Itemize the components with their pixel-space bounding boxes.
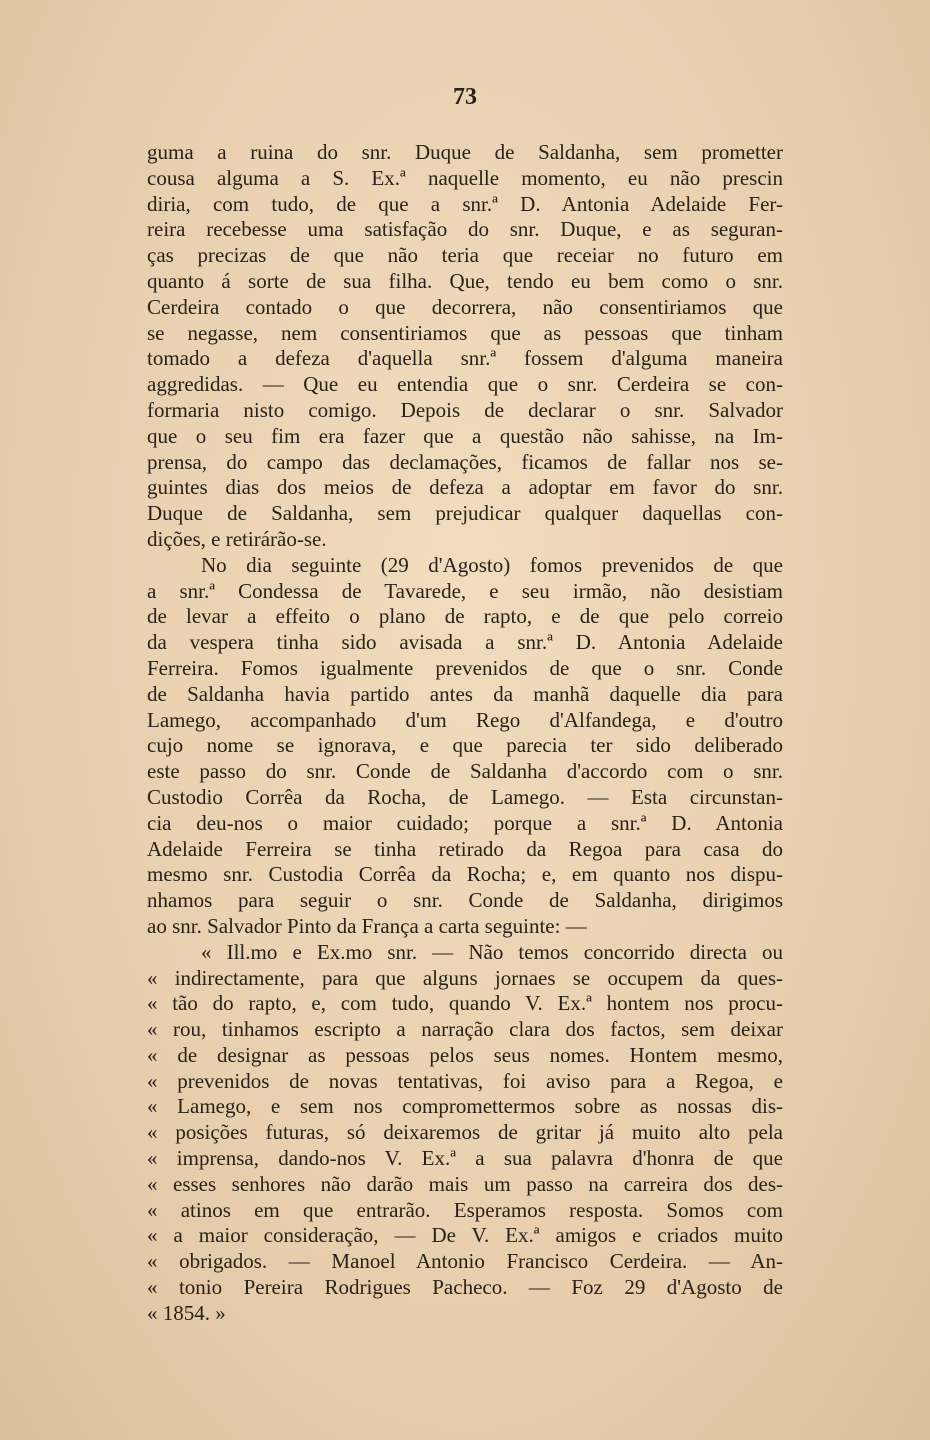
text-line: « de designar as pessoas pelos seus nomes. Hontem mesmo, (147, 1042, 783, 1067)
text-line: « posições futuras, só deixaremos de gritar já muito alto pela (147, 1120, 783, 1145)
text-line: cujo nome se ignorava, e que parecia ter sido deliberado (147, 733, 783, 758)
text-line: Lamego, accompanhado d'um Rego d'Alfandega, e d'outro (147, 707, 783, 732)
text-line: que o seu fim era fazer que a questão não sahisse, na Im- (147, 423, 783, 448)
text-line: Adelaide Ferreira se tinha retirado da Regoa para casa do (147, 836, 783, 861)
paragraph-letter-quote (147, 940, 783, 1327)
text-line: Duque de Saldanha, sem prejudicar qualquer daquellas con- (147, 501, 783, 526)
page-number: 73 (453, 84, 477, 110)
text-line: nhamos para seguir o snr. Conde de Saldanha, dirigimos (147, 888, 783, 913)
paragraph-continuation (147, 140, 783, 553)
text-line: aggredidas. — Que eu entendia que o snr. Cerdeira se con- (147, 372, 783, 397)
text-line: Ferreira. Fomos igualmente prevenidos de que o snr. Conde (147, 655, 783, 680)
text-line: « a maior consideração, — De V. Ex.ª amigos e criados muito (147, 1223, 783, 1248)
text-line: guma a ruina do snr. Duque de Saldanha, sem prometter (147, 140, 783, 164)
text-line: quanto á sorte de sua filha. Que, tendo eu bem como o snr. (147, 268, 783, 293)
text-line: diria, com tudo, de que a snr.ª D. Antonia Adelaide Fer- (147, 191, 783, 216)
text-line: Cerdeira contado o que decorrera, não consentiriamos que (147, 294, 783, 319)
text-line: guintes dias dos meios de defeza a adoptar em favor do snr. (147, 475, 783, 500)
text-line: « Ill.mo e Ex.mo snr. — Não temos concorrido directa ou (201, 939, 783, 964)
text-line: dições, e retirárão-se. (147, 526, 327, 551)
text-line: ao snr. Salvador Pinto da França a carta seguinte: — (147, 913, 587, 938)
text-line: « tão do rapto, e, com tudo, quando V. Ex.ª hontem nos procu- (147, 991, 783, 1016)
text-line: « esses senhores não darão mais um passo na carreira dos des- (147, 1171, 783, 1196)
text-line: prensa, do campo das declamações, ficamos de fallar nos se- (147, 449, 783, 474)
text-line: Custodio Corrêa da Rocha, de Lamego. — Esta circunstan- (147, 784, 783, 809)
text-line: tomado a defeza d'aquella snr.ª fossem d'alguma maneira (147, 346, 783, 371)
text-line: reira recebesse uma satisfação do snr. Duque, e as seguran- (147, 217, 783, 242)
text-line: se negasse, nem consentiriamos que as pessoas que tinham (147, 320, 783, 345)
body-text (147, 140, 783, 1327)
text-line: a snr.ª Condessa de Tavarede, e seu irmão, não desistiam (147, 578, 783, 603)
text-line: « atinos em que entrarão. Esperamos resposta. Somos com (147, 1197, 783, 1222)
text-line: de levar a effeito o plano de rapto, e de que pelo correio (147, 604, 783, 629)
text-line: « indirectamente, para que alguns jornaes se occupem da ques- (147, 965, 783, 990)
text-line: « prevenidos de novas tentativas, foi aviso para a Regoa, e (147, 1068, 783, 1093)
text-line: « rou, tinhamos escripto a narração clara dos factos, sem deixar (147, 1017, 783, 1042)
text-line: ças precizas de que não teria que receiar no futuro em (147, 243, 783, 268)
paragraph-dia-seguinte (147, 553, 783, 940)
text-line: « 1854. » (147, 1300, 226, 1325)
text-line: formaria nisto comigo. Depois de declarar o snr. Salvador (147, 397, 783, 422)
text-line: « Lamego, e sem nos compromettermos sobre as nossas dis- (147, 1094, 783, 1119)
text-line: este passo do snr. Conde de Saldanha d'accordo com o snr. (147, 759, 783, 784)
text-line: cousa alguma a S. Ex.ª naquelle momento, eu não prescin (147, 165, 783, 190)
text-line: « tonio Pereira Rodrigues Pacheco. — Foz 29 d'Agosto de (147, 1275, 783, 1300)
text-line: « obrigados. — Manoel Antonio Francisco Cerdeira. — An- (147, 1249, 783, 1274)
text-line: No dia seguinte (29 d'Agosto) fomos prevenidos de que (201, 552, 783, 577)
text-line: de Saldanha havia partido antes da manhã daquelle dia para (147, 681, 783, 706)
text-line: mesmo snr. Custodia Corrêa da Rocha; e, em quanto nos dispu- (147, 862, 783, 887)
text-line: da vespera tinha sido avisada a snr.ª D. Antonia Adelaide (147, 630, 783, 655)
text-line: « imprensa, dando-nos V. Ex.ª a sua palavra d'honra de que (147, 1146, 783, 1171)
text-line: cia deu-nos o maior cuidado; porque a snr.ª D. Antonia (147, 810, 783, 835)
